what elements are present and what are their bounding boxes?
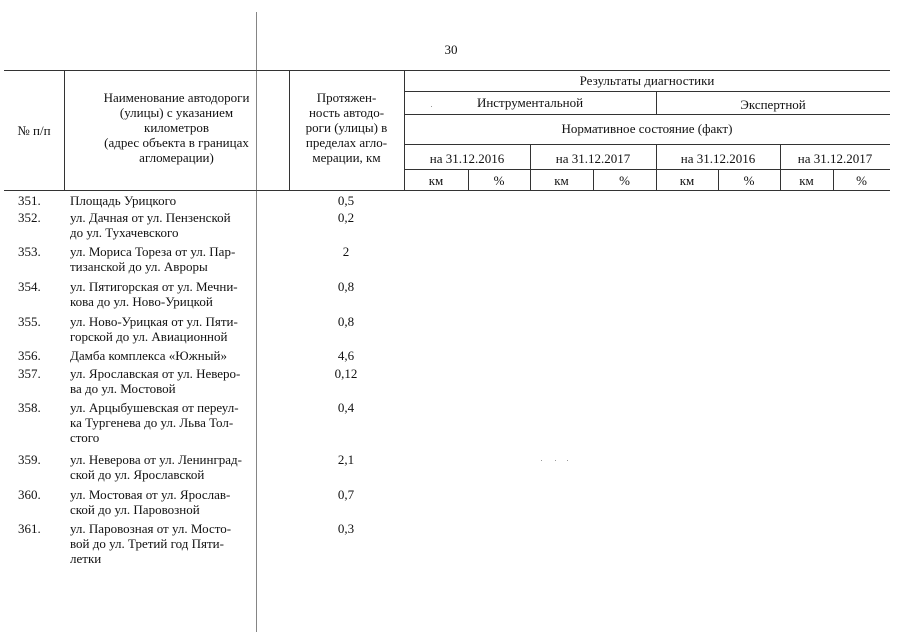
- page-number: 30: [444, 42, 458, 57]
- header-bottom-border: [4, 190, 890, 191]
- row-name-line: ва до ул. Мостовой: [70, 381, 176, 396]
- scan-crease-line: [256, 12, 257, 632]
- header-normative: Нормативное состояние (факт): [561, 121, 733, 136]
- row-name: [70, 487, 285, 517]
- header-results: Результаты диагностики: [579, 73, 715, 88]
- row-length: 0,5: [337, 193, 355, 208]
- header-length-line: Протяжен-: [316, 90, 377, 105]
- row-name-line: тизанской до ул. Авроры: [70, 259, 208, 274]
- row-name: [70, 452, 285, 482]
- row-name-line: Площадь Урицкого: [70, 193, 177, 208]
- header-length-line: пределах агло-: [305, 135, 388, 150]
- row-length: 0,2: [337, 210, 355, 225]
- row-number: 361.: [18, 521, 41, 536]
- row-name-line: горской до ул. Авиационной: [70, 329, 228, 344]
- header-num: № п/п: [17, 123, 51, 138]
- row-name-line: ул. Дачная от ул. Пензенской: [70, 210, 231, 225]
- results-divider: [404, 91, 890, 92]
- row-name: [70, 279, 285, 309]
- header-date: на 31.12.2016: [680, 151, 756, 166]
- header-unit: км: [799, 173, 814, 188]
- row-number: 357.: [18, 366, 41, 381]
- row-name-line: летки: [70, 551, 102, 566]
- header-unit: %: [743, 173, 755, 188]
- scan-speck: [567, 460, 568, 461]
- method-divider: [404, 114, 890, 115]
- header-length-line: мерации, км: [312, 150, 381, 165]
- row-number: 355.: [18, 314, 41, 329]
- row-name-line: ской до ул. Паровозной: [70, 502, 200, 517]
- row-name: [70, 521, 285, 566]
- row-number: 353.: [18, 244, 41, 259]
- header-name-line: (адрес объекта в границах: [104, 135, 249, 150]
- row-name-line: ул. Паровозная от ул. Мосто-: [70, 521, 232, 536]
- row-length: 0,12: [334, 366, 358, 381]
- row-number: 351.: [18, 193, 41, 208]
- header-unit: км: [428, 173, 444, 188]
- row-number: 358.: [18, 400, 41, 415]
- normative-divider: [404, 144, 890, 145]
- header-date: на 31.12.2017: [797, 151, 873, 166]
- row-length: 0,4: [337, 400, 355, 415]
- scan-speck: [431, 106, 432, 107]
- row-name-line: ул. Ново-Урицкая от ул. Пяти-: [70, 314, 238, 329]
- header-name-line: километров: [144, 120, 209, 135]
- header-date: на 31.12.2016: [429, 151, 505, 166]
- row-length: 0,7: [337, 487, 355, 502]
- row-number: 360.: [18, 487, 41, 502]
- header-length: [289, 90, 404, 165]
- row-length: 0,3: [337, 521, 355, 536]
- row-name-line: до ул. Тухачевского: [70, 225, 179, 240]
- row-name-line: ул. Мостовая от ул. Ярослав-: [70, 487, 231, 502]
- header-length-line: ность автодо-: [308, 105, 385, 120]
- row-name-line: ул. Пятигорская от ул. Мечни-: [70, 279, 238, 294]
- row-length: 2: [342, 244, 350, 259]
- header-name-line: (улицы) с указанием: [119, 105, 234, 120]
- row-name-line: стого: [70, 430, 100, 445]
- row-name-line: ул. Арцыбушевская от переул-: [70, 400, 239, 415]
- row-name-line: кова до ул. Ново-Урицкой: [70, 294, 213, 309]
- header-unit: %: [856, 173, 867, 188]
- row-length: 2,1: [337, 452, 355, 467]
- row-name: [70, 193, 285, 208]
- header-name-line: агломерации): [139, 150, 214, 165]
- row-name: [70, 244, 285, 274]
- header-expert: Экспертной: [740, 97, 806, 112]
- row-name: [70, 366, 285, 396]
- row-number: 352.: [18, 210, 41, 225]
- header-unit: км: [679, 173, 695, 188]
- row-length: 4,6: [337, 348, 355, 363]
- row-name: [70, 210, 285, 240]
- row-name: [70, 348, 285, 363]
- row-number: 356.: [18, 348, 41, 363]
- header-length-line: роги (улицы) в: [305, 120, 388, 135]
- table-top-border: [4, 70, 890, 71]
- row-number: 354.: [18, 279, 41, 294]
- row-length: 0,8: [337, 279, 355, 294]
- row-length: 0,8: [337, 314, 355, 329]
- row-name-line: ул. Неверова от ул. Ленинград-: [70, 452, 242, 467]
- row-name-line: Дамба комплекса «Южный»: [70, 348, 227, 363]
- dates-divider: [404, 169, 890, 170]
- scan-speck: [555, 460, 556, 461]
- header-unit: %: [493, 173, 505, 188]
- row-name: [70, 400, 285, 445]
- header-unit: %: [619, 173, 630, 188]
- row-number: 359.: [18, 452, 41, 467]
- row-name-line: ка Тургенева до ул. Льва Тол-: [70, 415, 234, 430]
- header-date: на 31.12.2017: [555, 151, 631, 166]
- header-unit: км: [554, 173, 569, 188]
- scan-speck: [541, 460, 542, 461]
- row-name-line: ской до ул. Ярославской: [70, 467, 205, 482]
- row-name-line: вой до ул. Третий год Пяти-: [70, 536, 224, 551]
- row-name-line: ул. Ярославская от ул. Неверо-: [70, 366, 241, 381]
- header-instrumental: Инструментальной: [476, 95, 584, 110]
- row-name: [70, 314, 285, 344]
- row-name-line: ул. Мориса Тореза от ул. Пар-: [70, 244, 236, 259]
- header-name-line: Наименование автодороги: [103, 90, 250, 105]
